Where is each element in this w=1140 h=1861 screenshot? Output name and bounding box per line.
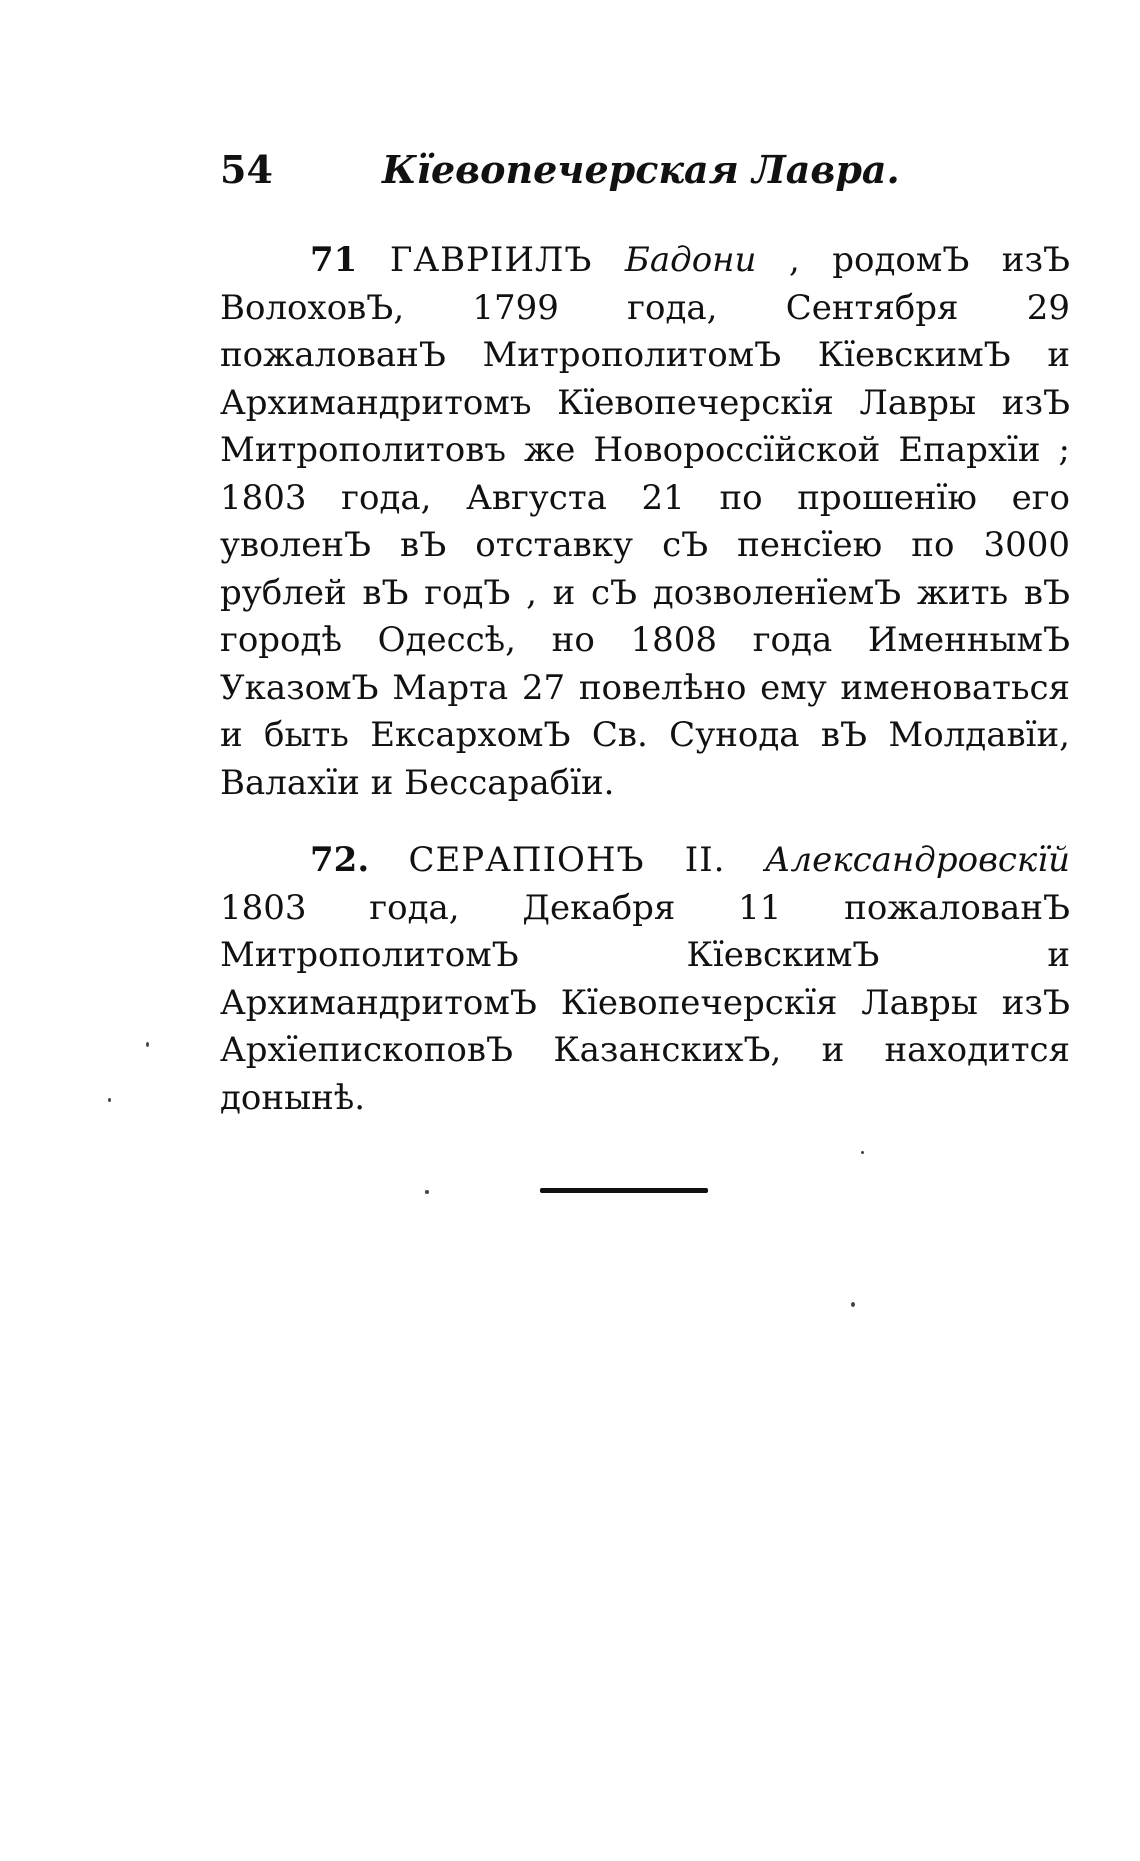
entry-text: , родомЪ изЪ ВолоховЪ, 1799 года, Сентября 29 пожалованЪ МитрополитомЪ КїевскимЪ и Архимандритомъ Кїевопечерскїя Лавры изЪ Митрополитовъ же Новороссїйской Епархїи ; 1803 года, Августа 21 по прошенїю его уволенЪ вЪ отставку сЪ пенсїею по 3000 рублей вЪ годЪ , и сЪ дозволенїемЪ жить вЪ городѣ Одессѣ, но 1808 года ИменнымЪ УказомЪ Марта 27 повелѣно ему именоваться и быть ЕксархомЪ Св. Сунода вЪ Молдавїи, Валахїи и Бессарабїи. bbox=[220, 240, 1071, 803]
entry-surname: Бадони bbox=[624, 240, 757, 280]
entry-paragraph bbox=[220, 237, 1070, 807]
entry-71 bbox=[220, 237, 1070, 807]
running-title: Кїевопечерская Лавра. bbox=[382, 147, 900, 192]
entry-name: ГАВРІИЛЪ bbox=[389, 240, 593, 280]
entry-72 bbox=[220, 837, 1070, 1122]
entry-number: 71 bbox=[310, 240, 358, 280]
paper-speck bbox=[851, 1302, 855, 1307]
paper-speck bbox=[425, 1190, 429, 1194]
entry-paragraph bbox=[220, 837, 1070, 1122]
entry-text: 1803 года, Декабря 11 пожалованЪ МитрополитомЪ КїевскимЪ и АрхимандритомЪ Кїевопечерскїя Лавры изЪ АрхїепископовЪ КазанскихЪ, и находится донынѣ. bbox=[220, 887, 1070, 1118]
paper-speck bbox=[108, 1098, 111, 1102]
entry-surname: Александровскїй bbox=[764, 840, 1071, 880]
page-number: 54 bbox=[220, 147, 273, 192]
end-rule bbox=[540, 1188, 708, 1193]
paper-speck bbox=[861, 1151, 864, 1154]
entry-number: 72. bbox=[310, 840, 370, 880]
page-header bbox=[220, 140, 920, 200]
entry-name: СЕРАПІОНЪ II. bbox=[408, 840, 726, 880]
paper-speck bbox=[146, 1042, 149, 1047]
